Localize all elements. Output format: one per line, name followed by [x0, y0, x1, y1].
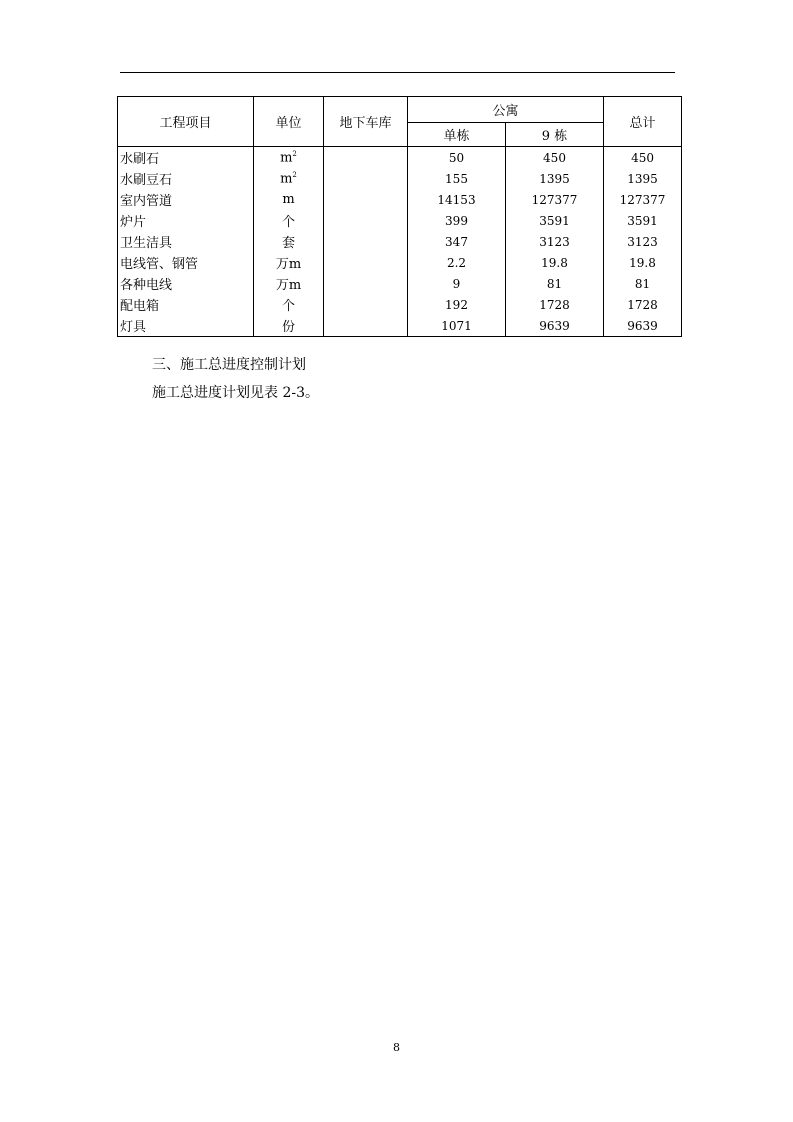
cell-item: 电线管、钢管 [118, 252, 254, 273]
header-item: 工程项目 [118, 97, 254, 147]
cell-nine: 3123 [506, 231, 604, 252]
cell-unit [254, 189, 324, 210]
cell-single: 399 [408, 210, 506, 231]
cell-unit [254, 315, 324, 337]
header-single: 单栋 [408, 123, 506, 147]
cell-nine: 81 [506, 273, 604, 294]
unit-text: 套 [281, 236, 295, 251]
cell-total: 450 [604, 147, 682, 169]
cell-item: 各种电线 [118, 273, 254, 294]
body-paragraph: 施工总进度计划见表 2-3。 [152, 385, 319, 401]
cell-total: 81 [604, 273, 682, 294]
cell-single: 347 [408, 231, 506, 252]
cell-item: 水刷石 [118, 147, 254, 169]
cell-item: 水刷豆石 [118, 168, 254, 189]
cell-nine: 1728 [506, 294, 604, 315]
unit-text: 个 [281, 215, 295, 230]
unit-superscript: 2 [292, 170, 297, 179]
cell-single: 192 [408, 294, 506, 315]
cell-item: 卫生洁具 [118, 231, 254, 252]
cell-unit [254, 294, 324, 315]
cell-total: 3123 [604, 231, 682, 252]
cell-garage [324, 315, 408, 337]
cell-item: 室内管道 [118, 189, 254, 210]
table-row [118, 294, 682, 315]
table-row [118, 210, 682, 231]
section-heading: 三、施工总进度控制计划 [152, 357, 306, 373]
unit-text: 份 [281, 320, 295, 335]
table-row [118, 315, 682, 337]
cell-unit [254, 147, 324, 169]
cell-unit [254, 231, 324, 252]
cell-nine: 3591 [506, 210, 604, 231]
header-total: 总计 [604, 97, 682, 147]
table-row [118, 189, 682, 210]
cell-item: 灯具 [118, 315, 254, 337]
header-garage: 地下车库 [324, 97, 408, 147]
cell-single: 155 [408, 168, 506, 189]
cell-item: 炉片 [118, 210, 254, 231]
cell-unit [254, 168, 324, 189]
cell-single: 1071 [408, 315, 506, 337]
cell-total: 3591 [604, 210, 682, 231]
header-unit: 单位 [254, 97, 324, 147]
header-rule [120, 72, 675, 73]
cell-nine: 1395 [506, 168, 604, 189]
cell-garage [324, 168, 408, 189]
quantity-table [117, 96, 682, 337]
cell-total: 127377 [604, 189, 682, 210]
table-body [118, 147, 682, 337]
cell-single: 9 [408, 273, 506, 294]
cell-garage [324, 210, 408, 231]
table-row [118, 252, 682, 273]
cell-single: 50 [408, 147, 506, 169]
unit-superscript: 2 [292, 149, 297, 158]
table-row [118, 147, 682, 169]
cell-item: 配电箱 [118, 294, 254, 315]
table-row [118, 231, 682, 252]
cell-total: 19.8 [604, 252, 682, 273]
cell-total: 9639 [604, 315, 682, 337]
cell-unit [254, 273, 324, 294]
table-row [118, 273, 682, 294]
cell-garage [324, 189, 408, 210]
unit-text: 个 [281, 299, 295, 314]
cell-single: 14153 [408, 189, 506, 210]
cell-nine: 19.8 [506, 252, 604, 273]
unit-text: m [280, 171, 293, 187]
header-nine: 9 栋 [506, 123, 604, 147]
cell-unit [254, 210, 324, 231]
cell-garage [324, 231, 408, 252]
cell-total: 1728 [604, 294, 682, 315]
cell-nine: 450 [506, 147, 604, 169]
unit-text: m [282, 192, 295, 207]
cell-total: 1395 [604, 168, 682, 189]
cell-garage [324, 252, 408, 273]
cell-single: 2.2 [408, 252, 506, 273]
header-apartment: 公寓 [408, 97, 604, 123]
cell-nine: 9639 [506, 315, 604, 337]
table-row [118, 168, 682, 189]
page-number: 8 [393, 1041, 400, 1054]
cell-nine: 127377 [506, 189, 604, 210]
unit-text: m [280, 150, 293, 166]
unit-text: 万m [275, 278, 302, 293]
cell-garage [324, 294, 408, 315]
cell-unit [254, 252, 324, 273]
cell-garage [324, 273, 408, 294]
unit-text: 万m [275, 257, 302, 272]
cell-garage [324, 147, 408, 169]
